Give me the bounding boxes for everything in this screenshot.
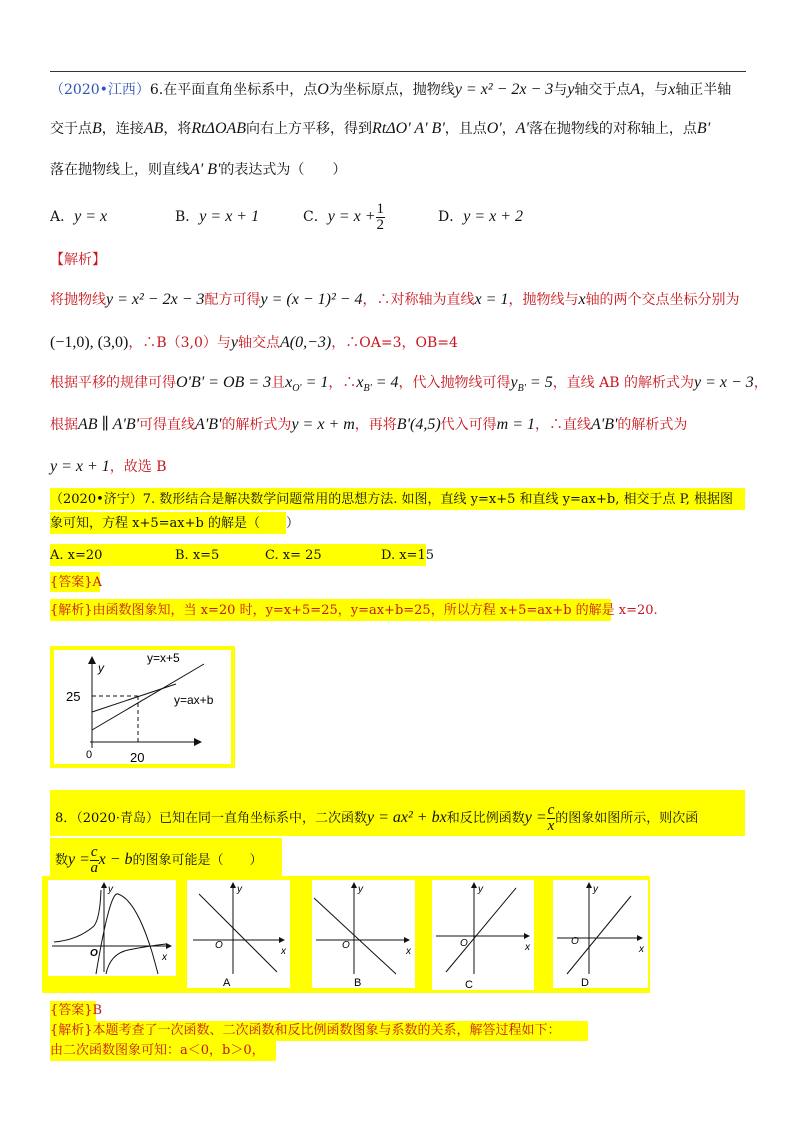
svg-text:x: x <box>281 946 286 957</box>
q7-option-b: B. x=5 <box>175 548 220 563</box>
q6-analysis-line-5: y = x + 1，故选 B <box>50 458 167 475</box>
svg-text:x: x <box>406 946 411 957</box>
q8-line-1: 8．（2020·青岛）已知在同一直角坐标系中，二次函数y = ax² + bx和反比例函数y = $\frac{c}{x}$ 的图象如图所示，则次函 <box>55 802 699 834</box>
svg-text:O: O <box>342 940 350 951</box>
q8-analysis-line-2: 由二次函数图象可知：a＜0，b＞0， <box>50 1043 265 1058</box>
q6-option-b: B．y = x + 1 <box>175 208 260 225</box>
svg-text:x: x <box>639 944 644 955</box>
q6-line-2: 交于点B，连接AB，将RtΔOAB向右上方平移，得到RtΔO' A' B'，且点O'，A'落在抛物线的对称轴上，点B' <box>50 120 711 137</box>
svg-text:O: O <box>90 948 98 959</box>
svg-text:y: y <box>593 884 598 895</box>
q7-analysis: {解析}由函数图象知，当 x=20 时，y=x+5=25，y=ax+b=25，所以方程 x+5=ax+b 的解是 x=20. <box>50 603 658 618</box>
q6-line-1: （2020•江西）6.在平面直角坐标系中，点O为坐标原点，抛物线y = x² − 2x − 3与y轴交于点A，与x轴正半轴 <box>50 81 732 98</box>
q8-option-c-graph[interactable] <box>432 880 534 990</box>
q8-main-graph <box>48 880 176 976</box>
svg-text:O: O <box>215 940 223 951</box>
q7-tick-x-20: 20 <box>130 750 145 764</box>
q6-option-d: D．y = x + 2 <box>438 208 524 225</box>
q7-answer: {答案}A <box>50 575 102 590</box>
q7-tick-y-25: 25 <box>66 689 81 704</box>
q7-origin: 0 <box>86 749 93 761</box>
svg-text:y: y <box>237 884 242 895</box>
q7-label-line2: y=ax+b <box>174 693 214 707</box>
q8-label-c: C <box>465 979 473 990</box>
svg-text:y: y <box>108 884 113 895</box>
q7-y-axis-label: y <box>98 661 104 675</box>
q7-option-d: D. x=15 <box>381 548 434 563</box>
q7-line-2: 象可知，方程 x+5=ax+b 的解是（ ） <box>50 516 299 531</box>
q8-fraction-c-over-a: $\frac{c}{a}$ <box>90 844 98 876</box>
q6-analysis-line-4: 根据AB ∥ A'B'可得直线A'B'的解析式为y = x + m，再将B'(4,5)代入可得m = 1，∴直线A'B'的解析式为 <box>50 416 688 433</box>
svg-text:x: x <box>162 952 167 963</box>
svg-text:y: y <box>478 884 483 895</box>
q6-option-c-fraction: $\frac{1}{2}$ <box>376 200 385 233</box>
q8-label-a: A <box>223 977 231 988</box>
q6-option-c: C．y = x + $\frac{1}{2}$ <box>303 200 385 233</box>
q8-label-b: B <box>354 977 362 988</box>
q8-option-a-graph[interactable] <box>187 880 290 988</box>
svg-text:x: x <box>525 942 530 953</box>
q6-source-tag: （2020•江西） <box>50 82 150 98</box>
q7-line-1: （2020•济宁）7. 数形结合是解决数学问题常用的思想方法. 如图，直线 y=x+5 和直线 y=ax+b, 相交于点 P, 根据图 <box>50 492 733 507</box>
q6-analysis-label: 【解析】 <box>50 252 106 268</box>
q6-option-a: A．y = x <box>50 208 108 225</box>
q8-analysis: {解析}本题考查了一次函数、二次函数和反比例函数图象与系数的关系，解答过程如下： <box>50 1023 561 1038</box>
q6-analysis-line-2: (−1,0), (3,0)，∴B（3,0）与y轴交点A(0,−3)，∴OA=3，OB=4 <box>50 334 458 351</box>
q8-label-d: D <box>581 977 589 988</box>
q8-line-2: 数y = $\frac{c}{a}$ x − b的图象可能是（ ） <box>55 844 263 876</box>
q7-graph <box>54 650 231 764</box>
q8-option-b-graph[interactable] <box>312 880 415 988</box>
q7-label-line1: y=x+5 <box>147 651 180 665</box>
q7-option-a: A. x=20 <box>50 548 103 563</box>
q6-analysis-line-3: 根据平移的规律可得O'B' = OB = 3且$x_{O'} = 1$，$\therefore x_{B'} = 4$，代入抛物线可得$y_{B'} = 5$，直线 AB 的解析式为y = x − 3， <box>50 374 768 395</box>
q8-fraction-c-over-x: $\frac{c}{x}$ <box>547 802 555 834</box>
svg-text:O: O <box>460 938 468 949</box>
q6-analysis-line-1: 将抛物线y = x² − 2x − 3配方可得y = (x − 1)² − 4，∴对称轴为直线x = 1，抛物线与x轴的两个交点坐标分别为 <box>50 291 740 308</box>
q8-answer: {答案}B <box>50 1003 103 1018</box>
q6-parabola: y = x² − 2x − 3 <box>454 81 554 98</box>
svg-text:O: O <box>571 936 579 947</box>
highlight <box>50 544 426 566</box>
q8-option-d-graph[interactable] <box>553 880 648 988</box>
q7-option-c: C. x= 25 <box>265 548 322 563</box>
header-rule <box>50 71 746 72</box>
svg-text:y: y <box>358 884 363 895</box>
q6-line-3: 落在抛物线上，则直线A' B'的表达式为（ ） <box>50 161 347 178</box>
